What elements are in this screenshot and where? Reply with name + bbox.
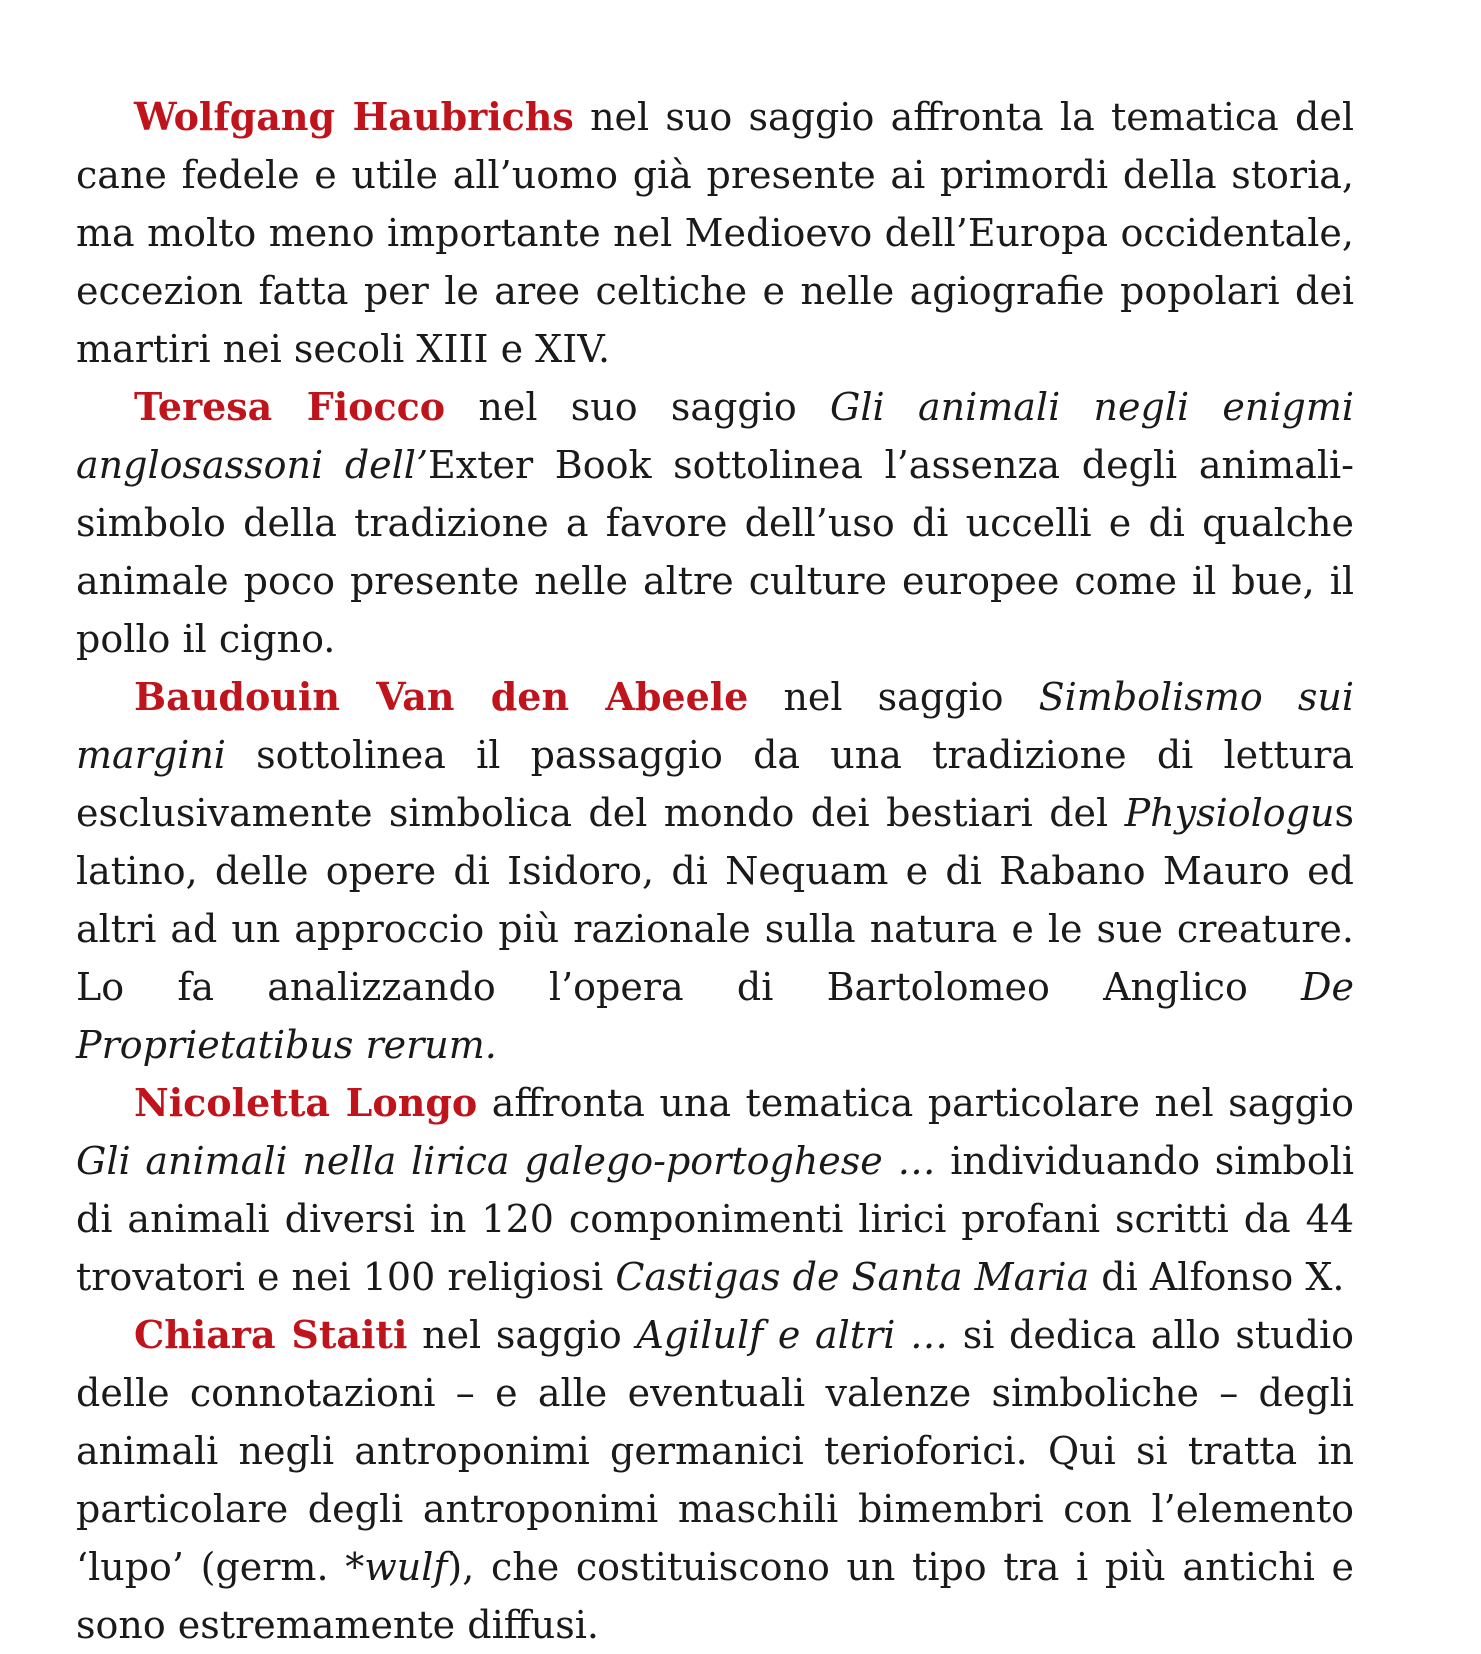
essay-title: Gli animali nella lirica galego-portoghese … bbox=[76, 1139, 936, 1183]
document-page bbox=[76, 88, 1354, 1654]
author-name: Chiara Staiti bbox=[134, 1312, 408, 1357]
body-text: s latino, delle opere di Isidoro, di Nequam e di Rabano Mauro ed altri ad un approccio più razionale sulla natura e le sue creature. Lo fa analizzando l’opera di Bartolomeo Anglico bbox=[76, 791, 1354, 1009]
essay-title: Simbolismo sui margini bbox=[76, 675, 1354, 777]
body-text: affronta una tematica particolare nel saggio bbox=[477, 1081, 1354, 1125]
body-text: nel suo saggio affronta la tematica del cane fedele e utile all’uomo già presente ai primordi della storia, ma molto meno importante nel Medioevo dell’Europa occidentale, eccezion fatta per le aree celtiche e nelle agiografie popolari dei martiri nei secoli XIII e XIV. bbox=[76, 95, 1354, 371]
essay-title: Agilulf e altri … bbox=[636, 1313, 949, 1357]
paragraph-longo bbox=[76, 1074, 1354, 1306]
body-text: si dedica allo studio delle connotazioni – e alle eventuali valenze simboliche – degli animali negli antroponimi germanici terioforici. Qui si tratta in particolare degli antroponimi maschili bimembri con l’elemento ‘lupo’ (germ. bbox=[76, 1313, 1355, 1589]
author-name: Teresa Fiocco bbox=[134, 384, 446, 429]
author-name: Wolfgang Haubrichs bbox=[134, 94, 574, 139]
work-title: Physiologu bbox=[1124, 791, 1335, 835]
paragraph-fiocco bbox=[76, 378, 1354, 668]
paragraph-haubrichs bbox=[76, 88, 1354, 378]
paragraph-staiti bbox=[76, 1306, 1354, 1654]
body-text: nel saggio bbox=[748, 675, 1039, 719]
work-title: Castigas de Santa Maria bbox=[615, 1255, 1090, 1299]
work-title: De Proprietatibus rerum. bbox=[76, 965, 1354, 1067]
body-text: di Alfonso X. bbox=[1089, 1255, 1345, 1299]
etymon: *wulf bbox=[345, 1545, 448, 1589]
body-text: ), che costituiscono un tipo tra i più antichi e sono estremamente diffusi. bbox=[76, 1545, 1355, 1647]
author-name: Baudouin Van den Abeele bbox=[134, 674, 749, 719]
author-name: Nicoletta Longo bbox=[134, 1080, 478, 1125]
body-text: nel saggio bbox=[407, 1313, 637, 1357]
essay-title: Gli animali negli enigmi anglosassoni dell’ bbox=[76, 385, 1355, 487]
paragraph-van-den-abeele bbox=[76, 668, 1354, 1074]
body-text: Exter Book sottolinea l’assenza degli animali-simbolo della tradizione a favore dell’uso di uccelli e di qualche animale poco presente nelle altre culture europee come il bue, il pollo il cigno. bbox=[76, 443, 1354, 661]
body-text: individuando simboli di animali diversi in 120 componimenti lirici profani scritti da 44 trovatori e nei 100 religiosi bbox=[76, 1139, 1354, 1299]
body-text: sottolinea il passaggio da una tradizione di lettura esclusivamente simbolica del mondo dei bestiari del bbox=[76, 733, 1354, 835]
body-text: nel suo saggio bbox=[445, 385, 831, 429]
